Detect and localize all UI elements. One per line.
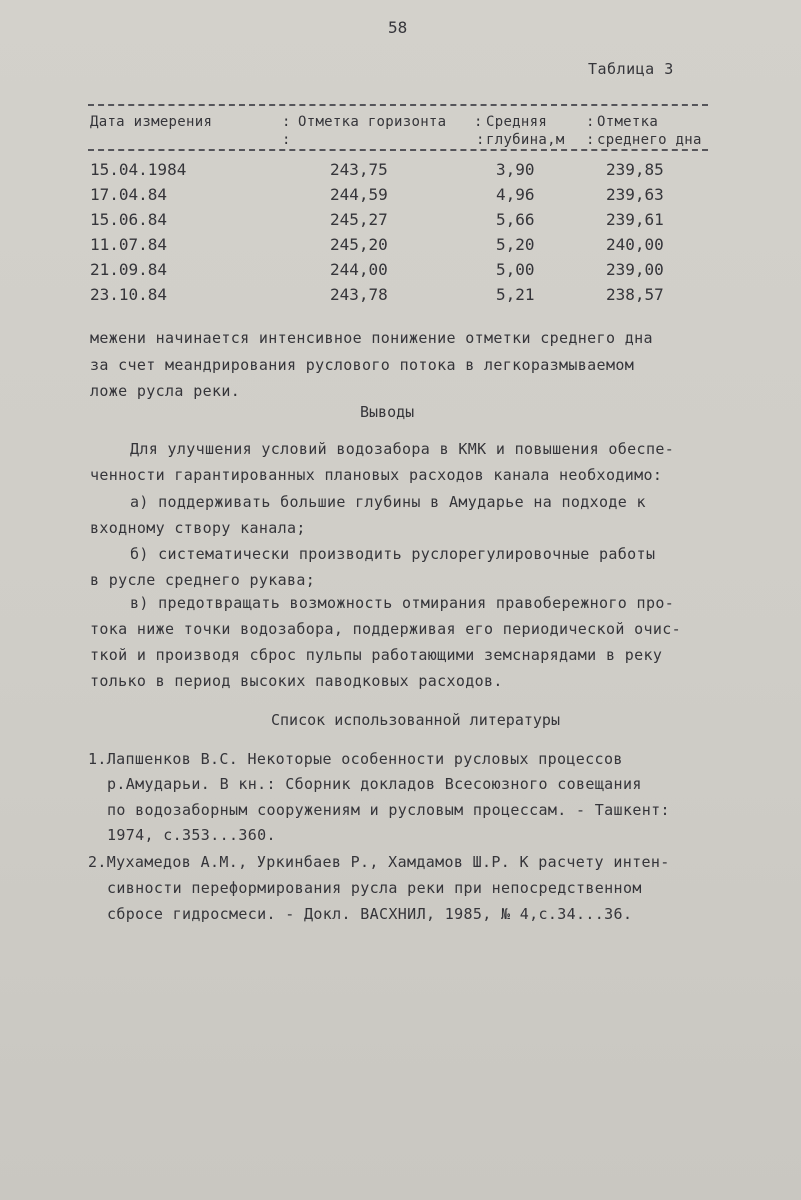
reference-line: р.Амударьи. В кн.: Сборник докладов Всесоюзного совещания	[107, 775, 642, 793]
paragraph-line: межени начинается интенсивное понижение отметки среднего дна	[90, 329, 653, 347]
page-number: 58	[388, 18, 408, 37]
paragraph-line: Для улучшения условий водозабора в КМК и повышения обеспе-	[130, 440, 675, 458]
reference-line: 1974, с.353...360.	[107, 826, 276, 844]
table-row	[0, 210, 801, 234]
cell-bottom: 238,57	[606, 285, 664, 304]
cell-bottom: 239,85	[606, 160, 664, 179]
cell-horizon: 244,59	[330, 185, 388, 204]
paragraph-line: ченности гарантированных плановых расходов канала необходимо:	[90, 466, 663, 484]
reference-item: 2.Мухамедов А.М., Уркинбаев Р., Хамдамов Ш.Р. К расчету интен-	[88, 853, 670, 871]
table-caption: Таблица 3	[588, 60, 674, 78]
table-row	[0, 160, 801, 184]
conclusions-heading: Выводы	[360, 403, 415, 421]
col-header-date: Дата измерения	[90, 114, 213, 130]
paragraph-line: входному створу канала;	[90, 519, 306, 537]
cell-date: 11.07.84	[90, 235, 168, 254]
list-item-b: б) систематически производить руслорегулировочные работы	[130, 545, 656, 563]
col-separator: :	[586, 132, 595, 148]
cell-bottom: 240,00	[606, 235, 664, 254]
cell-bottom: 239,00	[606, 260, 664, 279]
references-heading: Список использованной литературы	[271, 711, 560, 729]
col-header-depth-line2: глубина,м	[486, 132, 565, 148]
reference-line: по водозаборным сооружениям и русловым процессам. - Ташкент:	[107, 801, 670, 819]
cell-bottom: 239,63	[606, 185, 664, 204]
paragraph-line: только в период высоких паводковых расходов.	[90, 672, 503, 690]
cell-depth: 5,00	[496, 260, 535, 279]
reference-line: сивности переформирования русла реки при непосредственном	[107, 879, 642, 897]
list-item-c: в) предотвращать возможность отмирания правобережного про-	[130, 594, 675, 612]
cell-date: 17.04.84	[90, 185, 168, 204]
cell-depth: 3,90	[496, 160, 535, 179]
col-header-depth-line1: Средняя	[486, 114, 548, 130]
cell-depth: 5,20	[496, 235, 535, 254]
cell-horizon: 245,20	[330, 235, 388, 254]
paragraph-line: тока ниже точки водозабора, поддерживая его периодической очис-	[90, 620, 681, 638]
cell-horizon: 243,78	[330, 285, 388, 304]
cell-depth: 5,66	[496, 210, 535, 229]
paragraph-line: ткой и производя сброс пульпы работающими земснарядами в реку	[90, 646, 663, 664]
table-row	[0, 285, 801, 309]
paragraph-line: ложе русла реки.	[90, 382, 241, 400]
paragraph-line: за счет меандрирования руслового потока в легкоразмываемом	[90, 356, 635, 374]
table-top-rule	[88, 104, 708, 106]
col-header-bottom-line1: Отметка	[597, 114, 659, 130]
paragraph-line: в русле среднего рукава;	[90, 571, 316, 589]
cell-depth: 5,21	[496, 285, 535, 304]
cell-horizon: 243,75	[330, 160, 388, 179]
reference-line: сбросе гидросмеси. - Докл. ВАСХНИЛ, 1985, № 4,с.34...36.	[107, 905, 633, 923]
col-header-horizon: Отметка горизонта	[298, 114, 447, 130]
col-separator: :	[586, 114, 595, 130]
table-row	[0, 260, 801, 284]
cell-depth: 4,96	[496, 185, 535, 204]
table-row	[0, 235, 801, 259]
cell-horizon: 245,27	[330, 210, 388, 229]
col-separator: :	[282, 132, 291, 148]
table-row	[0, 185, 801, 209]
col-header-bottom-line2: среднего дна	[597, 132, 702, 148]
cell-date: 15.06.84	[90, 210, 168, 229]
col-separator: :	[282, 114, 291, 130]
cell-date: 21.09.84	[90, 260, 168, 279]
reference-item: 1.Лапшенков В.С. Некоторые особенности русловых процессов	[88, 750, 623, 768]
cell-date: 15.04.1984	[90, 160, 187, 179]
cell-bottom: 239,61	[606, 210, 664, 229]
col-separator: :	[474, 114, 483, 130]
table-header-rule	[88, 149, 708, 151]
col-separator: :	[476, 132, 485, 148]
list-item-a: а) поддерживать большие глубины в Амударье на подходе к	[130, 493, 646, 511]
cell-horizon: 244,00	[330, 260, 388, 279]
cell-date: 23.10.84	[90, 285, 168, 304]
